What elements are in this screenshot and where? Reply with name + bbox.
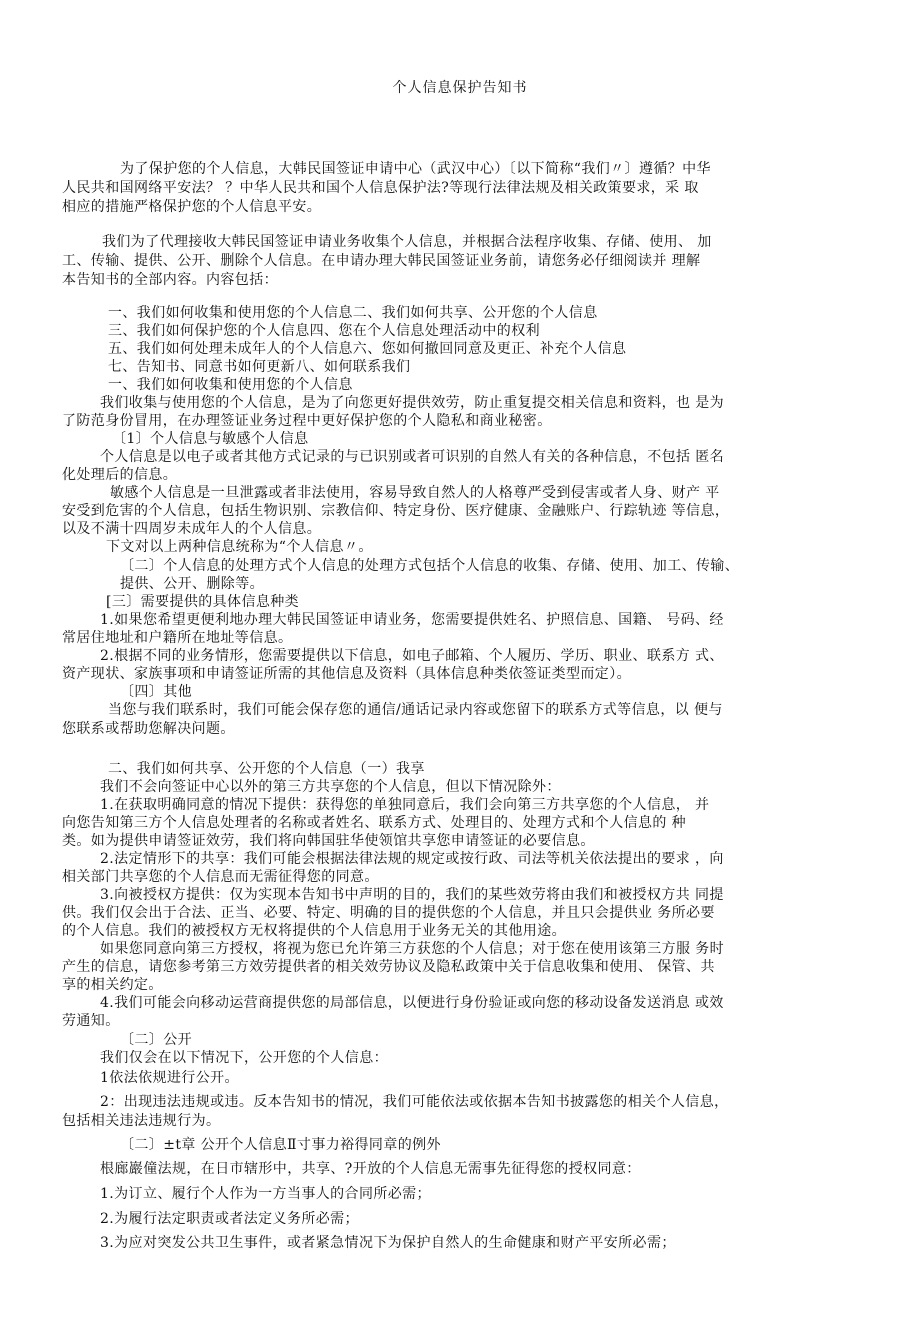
text-line: 了防范身份冒用，在办理签证业务过程中更好保护您的个人隐私和商业秘密。 <box>62 413 552 429</box>
toc-line: 七、告知书、同意书如何更新八、如何联系我们 <box>108 359 411 375</box>
text-line: 工、传输、提供、公开、删除个人信息。在申请办理大韩民国签证业务前，请您务必仔细阅读并 理解 <box>62 253 701 269</box>
sub-heading: 〔二〕个人信息的处理方式个人信息的处理方式包括个人信息的收集、存储、使用、加工、传输、 <box>120 558 740 574</box>
text-line: 我们收集与使用您的个人信息，是为了向您更好提供效劳，防止重复提交相关信息和资料，也 是为 <box>100 395 725 411</box>
list-item: 3.为应对突发公共卫生事件，或者紧急情况下为保护自然人的生命健康和财产平安所必需； <box>100 1235 676 1251</box>
text-line: 包括相关违法违规行为。 <box>62 1113 221 1129</box>
text-line: 1.如果您希望更便利地办理大韩民国签证申请业务，您需要提供姓名、护照信息、国籍、 号码、经 <box>100 612 724 628</box>
text-line: 我们为了代理接收大韩民国签证申请业务收集个人信息，并根据合法程序收集、存储、使用、 加 <box>102 234 712 250</box>
document-title: 个人信息保护告知书 <box>392 80 528 96</box>
text-line: 以及不满十四周岁未成年人的个人信息。 <box>62 521 322 537</box>
text-line: 本告知书的全部内容。内容包括： <box>62 272 278 288</box>
text-line: 我们不会向签证中心以外的第三方共享您的个人信息，但以下情况除外： <box>100 779 561 795</box>
text-line: 2：出现违法违规或违。反本告知书的情况，我们可能依法或依据本告知书披露您的相关个人信息， <box>100 1094 729 1110</box>
text-line: 化处理后的信息。 <box>62 467 178 483</box>
text-line: 3.向被授权方提供：仅为实现本告知书中声明的目的，我们的某些效劳将由我们和被授权方共 同提 <box>100 887 724 903</box>
text-line: 您联系或帮助您解决问题。 <box>62 721 235 737</box>
text-line: 劳通知。 <box>62 1013 120 1029</box>
text-line: 相应的措施严格保护您的个人信息平安。 <box>62 199 322 215</box>
text-line: 根廊巖僮法规，在日市辖形中，共享、?开放的个人信息无需事先征得您的授权同意： <box>100 1161 641 1177</box>
text-line: 的个人信息。我们的被授权方无权将提供的个人信息用于业务无关的其他用途。 <box>62 923 566 939</box>
toc-line: 一、我们如何收集和使用您的个人信息二、我们如何共享、公开您的个人信息 <box>108 305 598 321</box>
sub-heading: 〔二〕公开 <box>120 1032 192 1048</box>
text-line: 下文对以上两种信息统称为“个人信息〃。 <box>106 539 373 555</box>
sub-heading: 〔1〕个人信息与敏感个人信息 <box>112 431 309 447</box>
text-line: 资产现状、家族事项和申请签证所需的其他信息及资料（具体信息种类依签证类型而定）。 <box>62 666 631 682</box>
text-line: 向您告知第三方个人信息处理者的名称或者姓名、联系方式、处理目的、处理方式和个人信息的 种 <box>62 815 687 831</box>
text-line: 我们仅会在以下情况下，公开您的个人信息： <box>100 1050 388 1066</box>
text-line: 为了保护您的个人信息，大韩民国签证申请中心（武汉中心）〔以下简称“我们〃〕遵循？中华 <box>120 161 711 177</box>
text-line: 相关部门共享您的个人信息而无需征得您的同意。 <box>62 869 379 885</box>
text-line: 供。我们仅会出于合法、正当、必要、特定、明确的目的提供您的个人信息，并且只会提供业 务所必要 <box>62 905 715 921</box>
text-line: 敏感个人信息是一旦泄露或者非法使用，容易导致自然人的人格尊严受到侵害或者人身、财产 平 <box>110 485 720 501</box>
text-line: 4.我们可能会向移动运营商提供您的局部信息，以便进行身份验证或向您的移动设备发送消息 或效 <box>100 995 724 1011</box>
text-line: 2.根据不同的业务情形，您需要提供以下信息，如电子邮箱、个人履历、学历、职业、联系方 式、 <box>100 648 724 664</box>
text-line: 如果您同意向第三方授权，将视为您已允许第三方获您的个人信息；对于您在使用该第三方服 务时 <box>100 941 725 957</box>
text-line: 享的相关约定。 <box>62 977 163 993</box>
text-line: 常居住地址和户籍所在地址等信息。 <box>62 630 293 646</box>
sub-heading: 〔二〕±t章 公开个人信息Ⅱ寸事力裕得同章的例外 <box>120 1137 441 1153</box>
text-line: 个人信息是以电子或者其他方式记录的与已识别或者可识别的自然人有关的各种信息，不包括 匿名 <box>100 449 725 465</box>
list-item: 2.为履行法定职责或者法定义务所必需； <box>100 1211 359 1227</box>
text-line: 人民共和国网络平安法？ ？中华人民共和国个人信息保护法?等现行法律法规及相关政策要求，采 取 <box>62 180 699 196</box>
section-heading: 二、我们如何共享、公开您的个人信息（一）我享 <box>108 761 425 777</box>
text-line: 类。如为提供申请签证效劳，我们将向韩国驻华使领馆共享您申请签证的必要信息。 <box>62 833 595 849</box>
text-line: 安受到危害的个人信息，包括生物识别、宗教信仰、特定身份、医疗健康、金融账户、行踪轨迹 等信息， <box>62 503 730 519</box>
text-line: 当您与我们联系时，我们可能会保存您的通信/通话记录内容或您留下的联系方式等信息，以 便与 <box>108 702 723 718</box>
text-line: 2.法定情形下的共享：我们可能会根据法律法规的规定或按行政、司法等机关依法提出的要求 ，向 <box>100 851 724 867</box>
toc-line: 五、我们如何处理未成年人的个人信息六、您如何撤回同意及更正、补充个人信息 <box>108 341 627 357</box>
text-line: 提供、公开、删除等。 <box>120 576 264 592</box>
text-line: 1.在获取明确同意的情况下提供：获得您的单独同意后，我们会向第三方共享您的个人信息， 并 <box>100 797 710 813</box>
sub-heading: [三〕需要提供的具体信息种类 <box>106 594 300 610</box>
list-item: 1.为订立、履行个人作为一方当事人的合同所必需； <box>100 1186 431 1202</box>
text-line: 产生的信息，请您参考第三方效劳提供者的相关效劳协议及隐私政策中关于信息收集和使用、 保管、共 <box>62 959 715 975</box>
section-heading: 一、我们如何收集和使用您的个人信息 <box>108 377 353 393</box>
toc-line: 三、我们如何保护您的个人信息四、您在个人信息处理活动中的权利 <box>108 323 540 339</box>
sub-heading: 〔四〕其他 <box>120 684 192 700</box>
text-line: 1依法依规进行公开。 <box>100 1070 239 1086</box>
